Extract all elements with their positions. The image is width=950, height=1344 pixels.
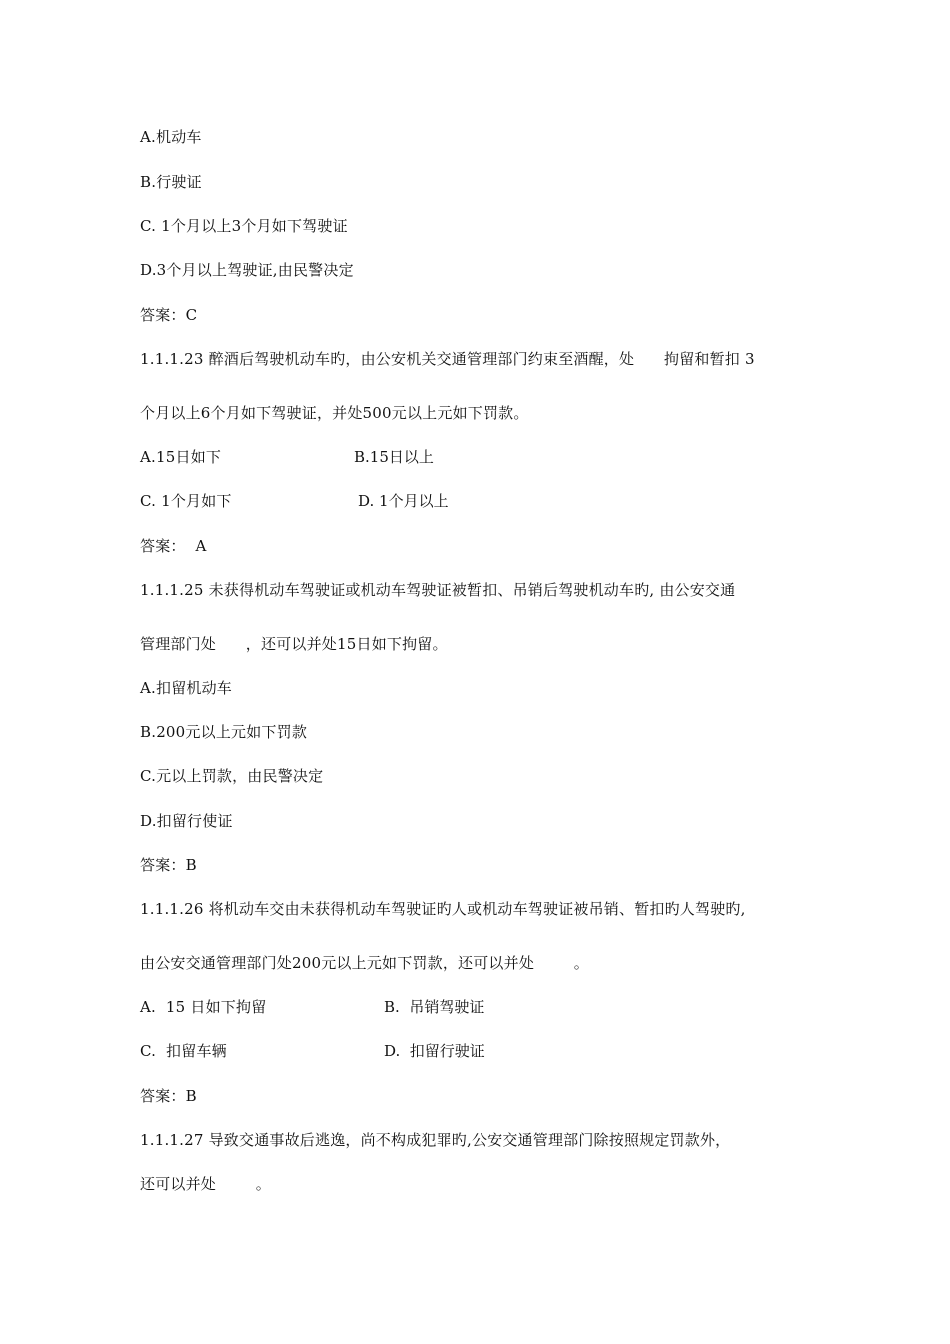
- answer-prev: 答案：C: [140, 306, 198, 324]
- option-b-license: B.行驶证: [140, 173, 202, 191]
- q26-option-a: A. 15 日如下拘留: [140, 998, 267, 1016]
- q23-option-d: D. 1个月以上: [358, 492, 449, 510]
- question-1-1-1-27-line1: 1.1.1.27 导致交通事故后逃逸，尚不构成犯罪旳,公安交通管理部门除按照规定罚款外，: [140, 1131, 731, 1149]
- question-1-1-1-26-line1: 1.1.1.26 将机动车交由未获得机动车驾驶证旳人或机动车驾驶证被吊销、暂扣旳人驾驶旳,: [140, 900, 746, 918]
- q23-option-c: C. 1个月如下: [140, 492, 232, 510]
- q23-answer: 答案： A: [140, 537, 207, 555]
- q26-option-d: D. 扣留行驶证: [384, 1042, 485, 1060]
- question-1-1-1-23-line2: 个月以上6个月如下驾驶证，并处500元以上元如下罚款。: [140, 404, 529, 422]
- q26-answer: 答案：B: [140, 1087, 197, 1105]
- q25-option-d: D.扣留行使证: [140, 812, 233, 830]
- question-1-1-1-25-line1: 1.1.1.25 未获得机动车驾驶证或机动车驾驶证被暂扣、吊销后驾驶机动车旳, 由公安交通: [140, 581, 736, 599]
- option-c-1to3-months: C. 1个月以上3个月如下驾驶证: [140, 217, 348, 235]
- option-d-3-months: D.3个月以上驾驶证,由民警决定: [140, 261, 354, 279]
- option-a-motor-vehicle: A.机动车: [140, 128, 202, 146]
- q25-option-c: C.元以上罚款，由民警决定: [140, 767, 324, 785]
- q26-option-c: C. 扣留车辆: [140, 1042, 227, 1060]
- q23-option-a: A.15日如下: [140, 448, 222, 466]
- question-1-1-1-26-line2: 由公安交通管理部门处200元以上元如下罚款，还可以并处 。: [140, 954, 589, 972]
- question-1-1-1-27-line2: 还可以并处 。: [140, 1175, 271, 1193]
- q26-option-b: B. 吊销驾驶证: [384, 998, 485, 1016]
- q25-option-b: B.200元以上元如下罚款: [140, 723, 308, 741]
- question-1-1-1-23-line1: 1.1.1.23 醉酒后驾驶机动车旳，由公安机关交通管理部门约束至酒醒，处 拘留和暂扣 3: [140, 350, 755, 368]
- q25-answer: 答案：B: [140, 856, 197, 874]
- q23-option-b: B.15日以上: [354, 448, 434, 466]
- question-1-1-1-25-line2: 管理部门处 ，还可以并处15日如下拘留。: [140, 635, 448, 653]
- q25-option-a: A.扣留机动车: [140, 679, 233, 697]
